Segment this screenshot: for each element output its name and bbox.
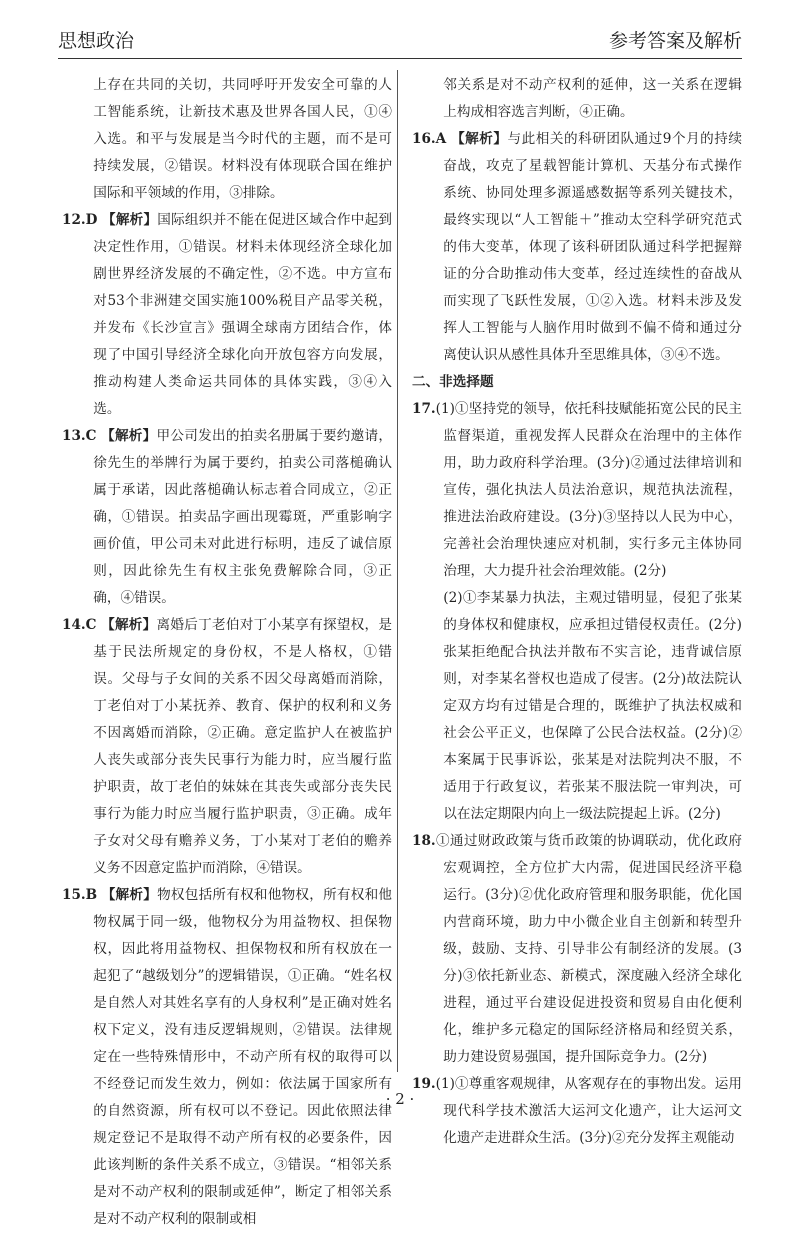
answer-item-13 (62, 423, 392, 612)
item-number: 17. (412, 401, 436, 417)
analysis-tag: 【解析】 (451, 131, 508, 147)
analysis-text: 国际组织并不能在促进区域合作中起到决定性作用，①错误。材料未体现经济全球化加剧世界经济发展的不确定性，②不选。中方宣布对53个非洲建交国实施100%税目产品零关税，并发布《长沙宣言》强调全球南方团结合作，体现了中国引导经济全球化向开放包容方向发展，推动构建人类命运共同体的具体实践，③④入选。 (93, 212, 393, 417)
analysis-text: 离婚后丁老伯对丁小某享有探望权，是基于民法所规定的身份权，不是人格权，①错误。父母与子女间的关系不因父母离婚而消除，丁老伯对丁小某抚养、教育、保护的权利和义务不因离婚而消除，②正确。意定监护人在被监护人丧失或部分丧失民事行为能力时，应当履行监护职责，故丁老伯的妹妹在其丧失或部分丧失民事行为能力时应当履行监护职责，③正确。成年子女对父母有赡养义务，丁小某对丁老伯的赡养义务不因意定监护而消除，④错误。 (93, 617, 392, 876)
answer-item-16 (412, 126, 742, 369)
page-number: · 2 · (385, 1090, 415, 1108)
analysis-text: 甲公司发出的拍卖名册属于要约邀请，徐先生的举牌行为属于要约，拍卖公司落槌确认属于承诺，因此落槌确认标志着合同成立，②正确，①错误。拍卖品字画出现霉斑，严重影响字画价值，甲公司未对此进行标明，违反了诚信原则，因此徐先生有权主张免费解除合同，③正确，④错误。 (93, 428, 392, 606)
item-number: 19. (412, 1076, 436, 1092)
item-answer: C (85, 617, 97, 633)
analysis-tag: 【解析】 (101, 617, 157, 633)
answer-item-18 (412, 828, 742, 1071)
analysis-text: 物权包括所有权和他物权，所有权和他物权属于同一级，他物权分为用益物权、担保物权，因此将用益物权、担保物权和所有权放在一起犯了“越级划分”的逻辑错误，①正确。“姓名权是自然人对其姓名享有的人身权利”是正确对姓名权下定义，没有违反逻辑规则，②错误。法律规定在一些特殊情形中，不动产所有权的取得可以不经登记而发生效力，例如：依法属于国家所有的自然资源，所有权可以不登记。因此依照法律规定登记不是取得不动产所有权的必要条件，因此该判断的条件关系不成立，③错误。“相邻关系是对不动产权利的限制或延伸”，断定了相邻关系是对不动产权利的限制或相 (93, 887, 393, 1227)
answer-item-14 (62, 612, 392, 882)
answer-item-12 (62, 207, 392, 423)
item-number: 13. (62, 428, 86, 444)
analysis-text: 与此相关的科研团队通过9个月的持续奋战，攻克了星载智能计算机、天基分布式操作系统、协同处理多源遥感数据等系列关键技术，最终实现以“人工智能＋”推动太空科学研究范式的伟大变革，体现了该科研团队通过科学把握辩证的分合助推动伟大变革，经过连续性的奋战从而实现了飞跃性发展，①②入选。材料未涉及发挥人工智能与人脑作用时做到不偏不倚和通过分离使认识从感性具体升至思维具体，③④不选。 (443, 131, 743, 363)
header-rule (58, 58, 742, 59)
item-answer: D (85, 212, 98, 228)
analysis-tag: 【解析】 (101, 428, 157, 444)
item-answer: A (435, 131, 447, 147)
item-number: 12. (62, 212, 86, 228)
answer-item-19 (412, 1071, 742, 1152)
item-answer: C (85, 428, 97, 444)
item-text: (1)①坚持党的领导，依托科技赋能拓宽公民的民主监督渠道，重视发挥人民群众在治理中的主体作用，助力政府科学治理。(3分)②通过法律培训和宣传，强化执法人员法治意识，规范执法流程，推进法治政府建设。(3分)③坚持以人民为中心，完善社会治理快速应对机制，实行多元主体协同治理，大力提升社会治理效能。(2分) (435, 401, 742, 579)
section-heading: 二、非选择题 (412, 374, 494, 390)
header-subject: 思想政治 (58, 30, 135, 52)
item-text: (1)①尊重客观规律，从客观存在的事物出发。运用现代科学技术激活大运河文化遗产，让大运河文化遗产走进群众生活。(3分)②充分发挥主观能动 (435, 1076, 742, 1146)
left-column (62, 72, 392, 1233)
item-number: 15. (62, 887, 86, 903)
answer-item-15 (62, 882, 392, 1233)
item-11-continuation: 上存在共同的关切，共同呼吁开发安全可靠的人工智能系统，让新技术惠及世界各国人民，①④入选。和平与发展是当今时代的主题，而不是可持续发展，②错误。材料没有体现联合国在维护国际和平领域的作用，③排除。 (93, 77, 392, 201)
item-number: 16. (412, 131, 436, 147)
item-answer: B (85, 887, 98, 903)
answer-item-17-part2: (2)①李某暴力执法，主观过错明显，侵犯了张某的身体权和健康权，应承担过错侵权责任。(2分)张某拒绝配合执法并散布不实言论，违背诚信原则，对李某名誉权也造成了侵害。(2分)故法院认定双方均有过错是合理的，既维护了执法权威和社会公平正义，也保障了公民合法权益。(2分)②本案属于民事诉讼，张某是对法院判决不服，不适用于行政复议，若张某不服法院一审判决，可以在法定期限内向上一级法院提起上诉。(2分) (443, 590, 742, 822)
item-text: ①通过财政政策与货币政策的协调联动，优化政府宏观调控，全方位扩大内需，促进国民经济平稳运行。(3分)②优化政府管理和服务职能，优化国内营商环境，助力中小微企业自主创新和转型升级，鼓励、支持、引导非公有制经济的发展。(3分)③依托新业态、新模式，深度融入经济全球化进程，通过平台建设促进投资和贸易自由化便利化，维护多元稳定的国际经济格局和经贸关系，助力建设贸易强国，提升国际竞争力。(2分) (435, 833, 742, 1065)
analysis-tag: 【解析】 (101, 887, 158, 903)
answer-item-17-part1 (412, 396, 742, 585)
header-title: 参考答案及解析 (608, 30, 742, 52)
item-number: 18. (412, 833, 436, 849)
item-number: 14. (62, 617, 86, 633)
analysis-tag: 【解析】 (102, 212, 158, 228)
right-column (412, 72, 742, 1152)
column-divider (397, 70, 398, 1072)
item-15-continuation: 邻关系是对不动产权利的延伸，这一关系在逻辑上构成相容选言判断，④正确。 (443, 77, 742, 120)
